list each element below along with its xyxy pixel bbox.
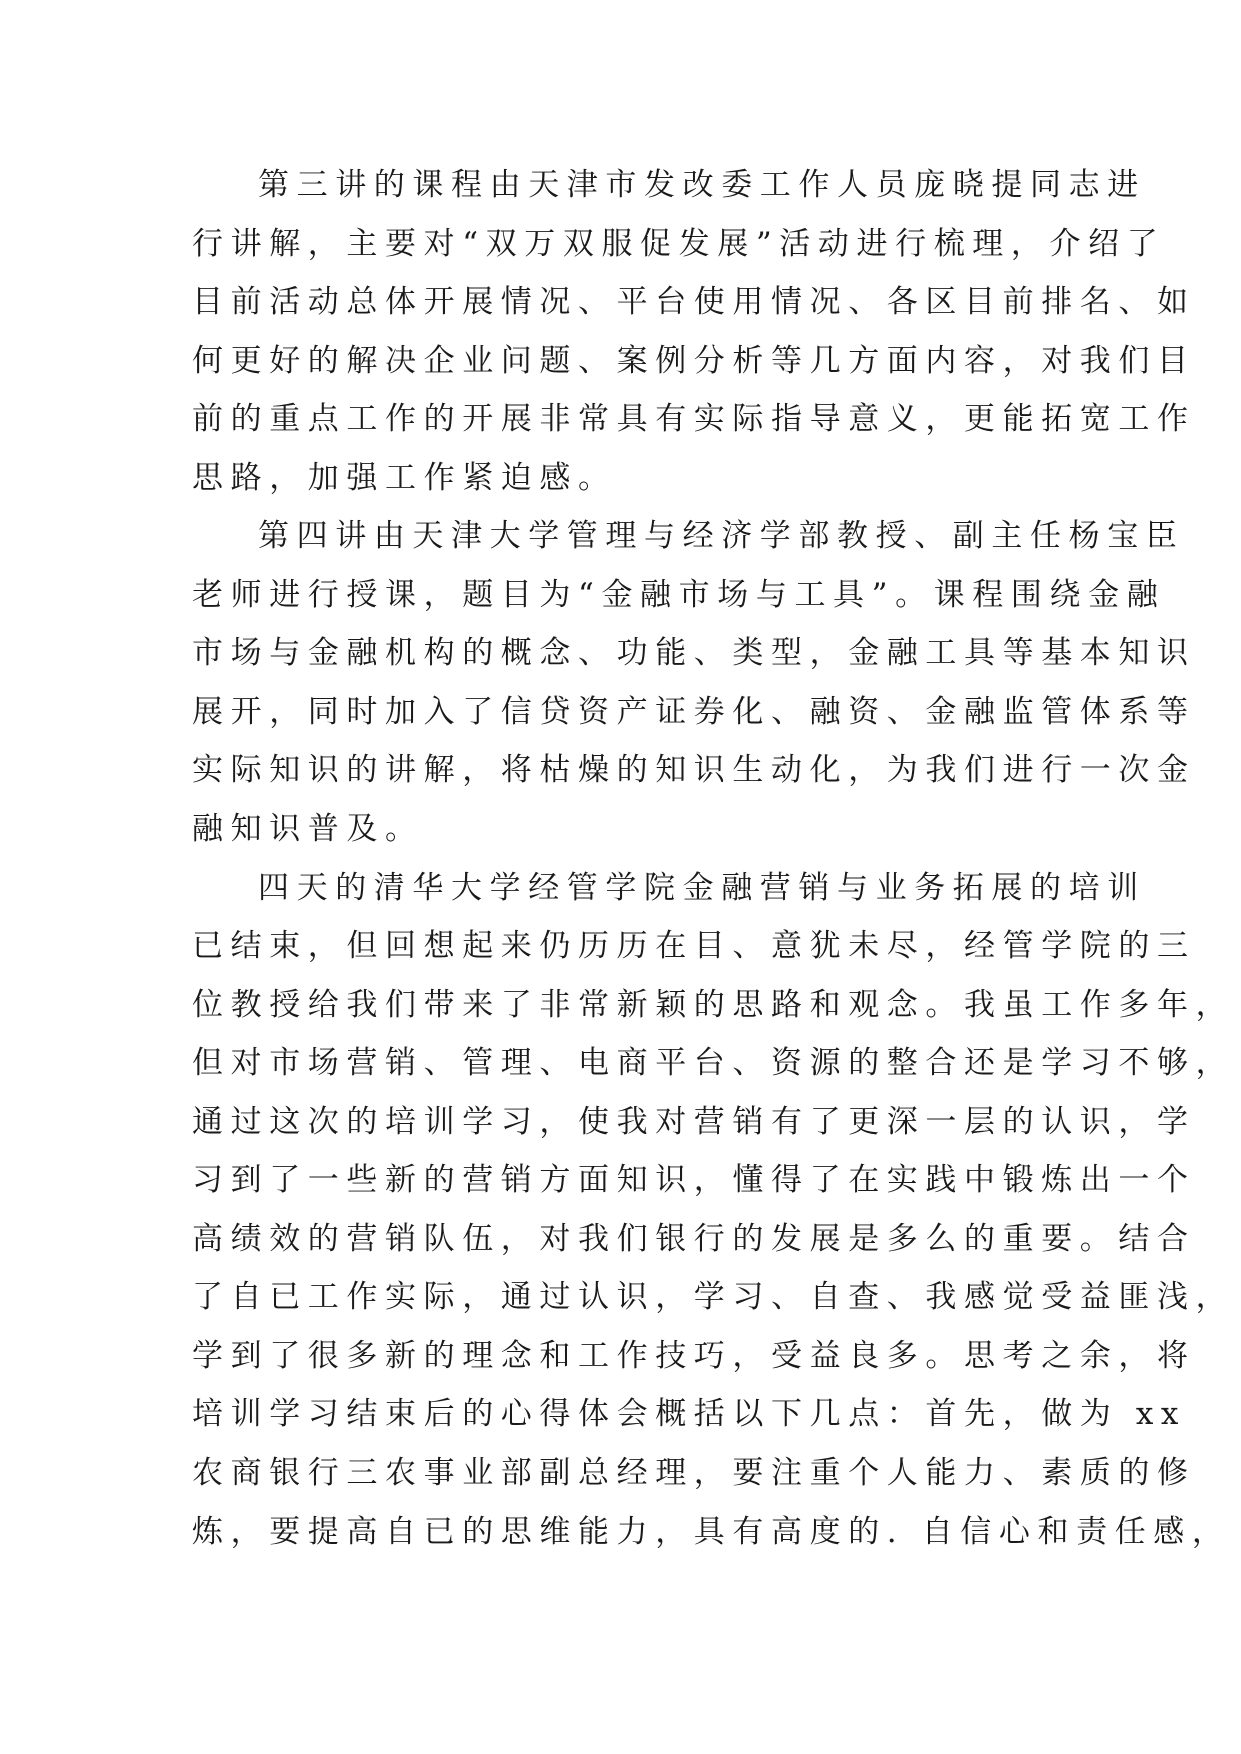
text-line: 炼，要提高自已的思维能力，具有高度的. 自信心和责任感， [192,1513,1231,1550]
text-line: 学到了很多新的理念和工作技巧，受益良多。思考之余，将 [192,1337,1196,1374]
text-line: 思路，加强工作紧迫感。 [192,459,617,496]
text-line: 通过这次的培训学习，使我对营销有了更深一层的认识，学 [192,1103,1196,1140]
text-line: 第四讲由天津大学管理与经济学部教授、副主任杨宝臣 [258,518,1185,555]
text-line: 融知识普及。 [192,811,424,848]
text-line: 行讲解，主要对“双万双服促发展”活动进行梳理，介绍了 [192,225,1166,262]
paragraph-lecture-three [192,156,1196,507]
text-line: 习到了一些新的营销方面知识，懂得了在实践中锻炼出一个 [192,1162,1196,1199]
text-line: 已结束，但回想起来仍历历在目、意犹未尽，经管学院的三 [192,928,1196,965]
text-line: 培训学习结束后的心得体会概括以下几点：首先，做为 xx [192,1396,1187,1433]
paragraph-summary [192,859,1235,1562]
text-line: 位教授给我们带来了非常新颖的思路和观念。我虽工作多年， [192,986,1235,1023]
text-line: 高绩效的营销队伍，对我们银行的发展是多么的重要。结合 [192,1220,1196,1257]
text-line: 实际知识的讲解，将枯燥的知识生动化，为我们进行一次金 [192,752,1196,789]
text-line: 四天的清华大学经管学院金融营销与业务拓展的培训 [258,869,1146,906]
text-line: 展开，同时加入了信贷资产证券化、融资、金融监管体系等 [192,693,1196,730]
paragraph-lecture-four [192,507,1196,858]
text-line: 老师进行授课，题目为“金融市场与工具”。课程围绕金融 [192,576,1166,613]
document-body [192,156,1235,1561]
text-line: 农商银行三农事业部副总经理，要注重个人能力、素质的修 [192,1455,1196,1492]
text-line: 前的重点工作的开展非常具有实际指导意义，更能拓宽工作 [192,401,1196,438]
text-line: 市场与金融机构的概念、功能、类型，金融工具等基本知识 [192,635,1196,672]
text-line: 何更好的解决企业问题、案例分析等几方面内容，对我们目 [192,342,1196,379]
text-line: 第三讲的课程由天津市发改委工作人员庞晓提同志进 [258,167,1146,203]
text-line: 但对市场营销、管理、电商平台、资源的整合还是学习不够， [192,1045,1235,1082]
text-line: 了自已工作实际，通过认识，学习、自查、我感觉受益匪浅， [192,1279,1235,1316]
text-line: 目前活动总体开展情况、平台使用情况、各区目前排名、如 [192,284,1196,321]
